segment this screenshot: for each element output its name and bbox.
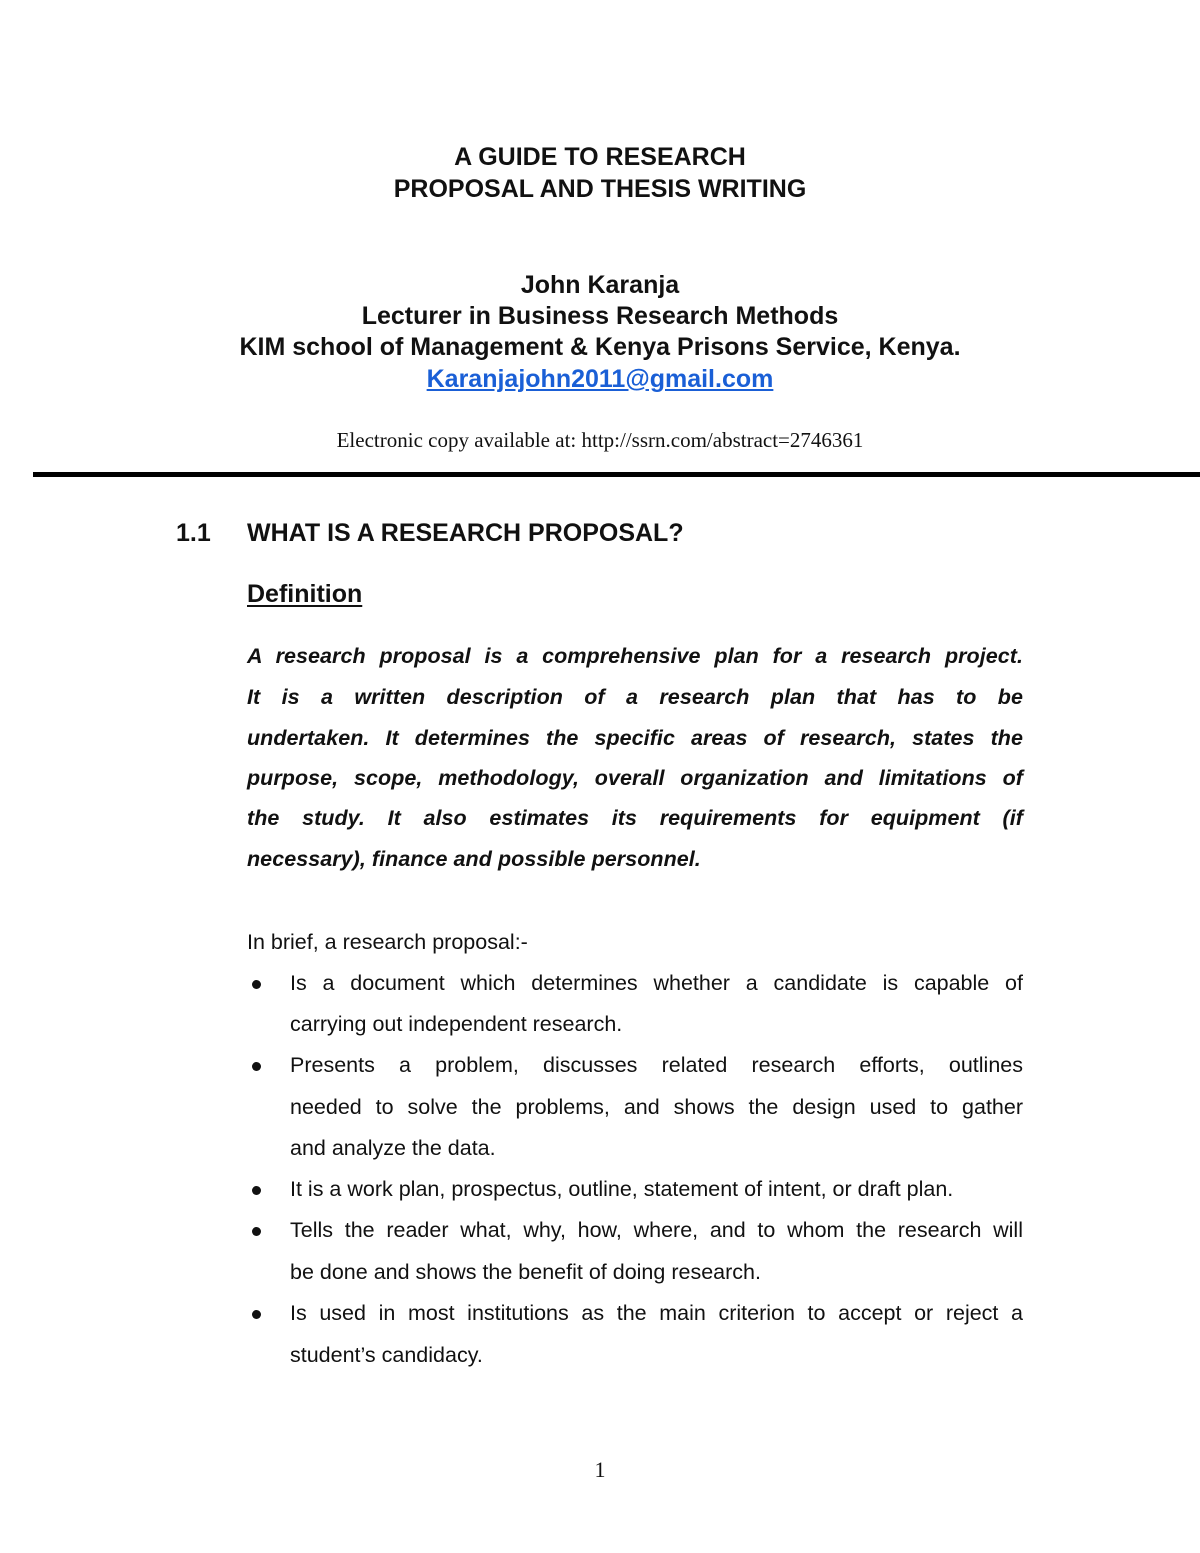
- bullet-line: carrying out independent research.: [290, 1012, 623, 1036]
- bullet-line: Tells the reader what, why, how, where, and to whom the research will: [290, 1218, 1023, 1242]
- bullet-line: student’s candidacy.: [290, 1343, 483, 1367]
- bullet-line: Is a document which determines whether a candidate is capable of: [290, 971, 1023, 995]
- author-name: John Karanja: [520, 271, 680, 299]
- ssrn-availability-note: Electronic copy available at: http://ssrn.com/abstract=2746361: [336, 428, 864, 452]
- bullet-line: Presents a problem, discusses related research efforts, outlines: [290, 1053, 1023, 1077]
- section-title: WHAT IS A RESEARCH PROPOSAL?: [247, 519, 684, 547]
- definition-heading: Definition: [247, 580, 363, 608]
- definition-line: the study. It also estimates its requirements for equipment (if: [247, 806, 1023, 830]
- bullet-line: It is a work plan, prospectus, outline, statement of intent, or draft plan.: [290, 1177, 954, 1201]
- definition-line: necessary), finance and possible personnel.: [247, 847, 701, 871]
- bullet-icon: [252, 1310, 261, 1319]
- definition-line: It is a written description of a research plan that has to be: [247, 685, 1023, 709]
- definition-line: purpose, scope, methodology, overall organization and limitations of: [247, 766, 1023, 790]
- author-email-link[interactable]: Karanjajohn2011@gmail.com: [426, 365, 774, 393]
- author-email-line: [0, 364, 1200, 394]
- bullet-line: needed to solve the problems, and shows the design used to gather: [290, 1095, 1023, 1119]
- bullet-icon: [252, 980, 261, 989]
- intro-text: In brief, a research proposal:-: [247, 930, 528, 954]
- document-title-line-1: A GUIDE TO RESEARCH: [454, 143, 746, 171]
- bullet-icon: [252, 1186, 261, 1195]
- header-divider: [33, 472, 1200, 477]
- bullet-line: be done and shows the benefit of doing research.: [290, 1260, 761, 1284]
- section-number: 1.1: [176, 519, 211, 547]
- bullet-icon: [252, 1062, 261, 1071]
- definition-line: A research proposal is a comprehensive plan for a research project.: [247, 644, 1023, 668]
- page-number: 1: [594, 1457, 606, 1482]
- document-title-line-2: PROPOSAL AND THESIS WRITING: [393, 175, 807, 203]
- bullet-line: and analyze the data.: [290, 1136, 496, 1160]
- author-position: Lecturer in Business Research Methods: [361, 302, 839, 330]
- bullet-icon: [252, 1227, 261, 1236]
- author-affiliation: KIM school of Management & Kenya Prisons Service, Kenya.: [239, 333, 961, 361]
- bullet-line: Is used in most institutions as the main criterion to accept or reject a: [290, 1301, 1023, 1325]
- definition-line: undertaken. It determines the specific areas of research, states the: [247, 726, 1023, 750]
